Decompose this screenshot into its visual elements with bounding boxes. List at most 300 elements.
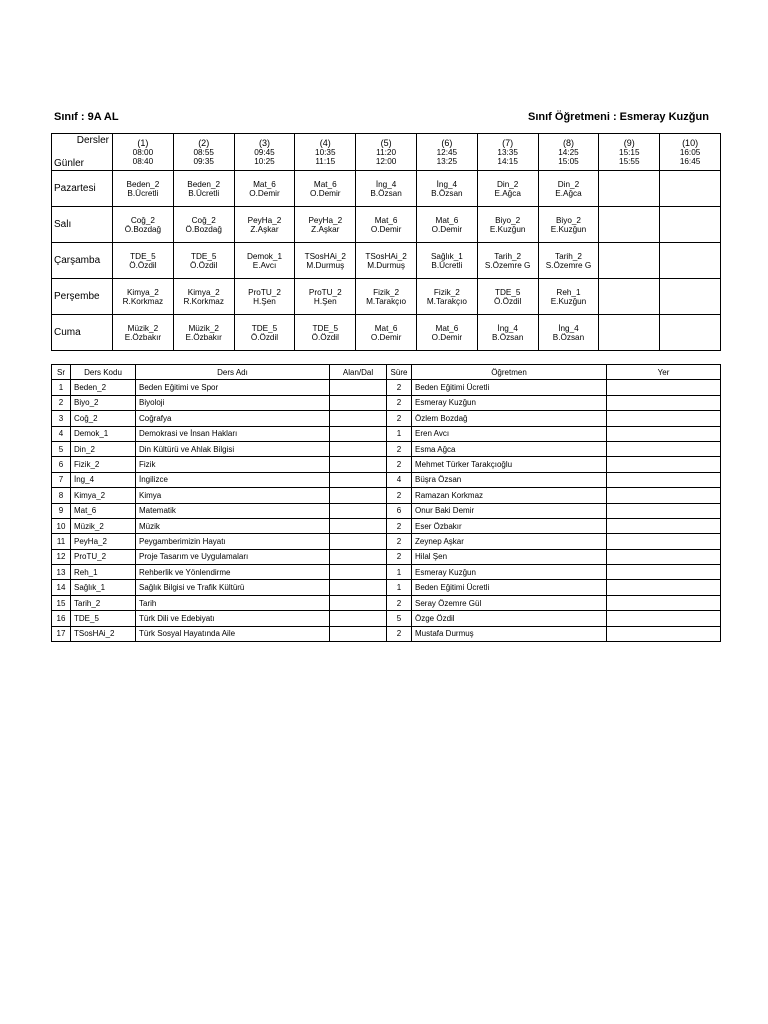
col-course-code-cell: Sağlık_1 <box>71 580 136 595</box>
col-duration-cell: 2 <box>387 549 412 564</box>
period-number: (7) <box>502 137 514 148</box>
col-course-name-cell: Müzik <box>136 518 330 533</box>
lesson-course-code: Kimya_2 <box>126 287 159 297</box>
table-row <box>52 411 721 426</box>
col-field-cell <box>330 503 387 518</box>
col-teacher-cell: Eren Avcı <box>412 426 607 441</box>
period-end-time: 14:15 <box>497 156 518 166</box>
lesson-cell <box>416 243 477 279</box>
lesson-cell <box>416 171 477 207</box>
period-start-time: 13:35 <box>497 147 518 157</box>
corner-days-label: Günler <box>54 158 85 169</box>
class-title: Sınıf : 9A AL <box>54 111 119 123</box>
lesson-teacher: E.Özbakır <box>185 332 222 342</box>
period-header <box>538 134 599 171</box>
lesson-teacher: B.Ücretli <box>431 260 463 270</box>
schedule-header-row <box>52 134 721 171</box>
lesson-teacher: O.Demir <box>249 188 280 198</box>
col-duration-cell: 2 <box>387 380 412 395</box>
lesson-teacher: E.Ağca <box>555 188 582 198</box>
col-course-name-cell: Tarih <box>136 595 330 610</box>
col-course-code-cell: TSosHAi_2 <box>71 626 136 641</box>
lesson-cell <box>295 315 356 351</box>
col-teacher-cell: Zeynep Aşkar <box>412 534 607 549</box>
lesson-course-code: Müzik_2 <box>127 323 159 333</box>
period-header <box>234 134 295 171</box>
col-course-code-cell: Demok_1 <box>71 426 136 441</box>
col-course-name-cell: Rehberlik ve Yönlendirme <box>136 565 330 580</box>
col-teacher-cell: Onur Baki Demir <box>412 503 607 518</box>
col-sr-cell: 8 <box>52 488 71 503</box>
period-header <box>660 134 721 171</box>
lesson-teacher: B.Özsan <box>431 188 463 198</box>
day-name: Perşembe <box>52 279 113 315</box>
lesson-cell <box>477 207 538 243</box>
col-course-code-cell: Fizik_2 <box>71 457 136 472</box>
table-row <box>52 472 721 487</box>
lesson-teacher: M.Tarakçıo <box>366 296 407 306</box>
col-sr-cell: 7 <box>52 472 71 487</box>
col-sr-cell: 10 <box>52 518 71 533</box>
lesson-cell <box>173 279 234 315</box>
col-course-name-cell: Türk Dili ve Edebiyatı <box>136 611 330 626</box>
col-field-cell <box>330 426 387 441</box>
corner-lessons-label: Dersler <box>76 135 109 146</box>
col-teacher-cell: Beden Eğitimi Ücretli <box>412 380 607 395</box>
col-field-cell <box>330 580 387 595</box>
table-row <box>52 488 721 503</box>
col-course-code-cell: PeyHa_2 <box>71 534 136 549</box>
col-course-name-cell: İngilizce <box>136 472 330 487</box>
col-course-code-cell: İng_4 <box>71 472 136 487</box>
period-end-time: 15:55 <box>619 156 640 166</box>
col-duration-cell: 2 <box>387 457 412 472</box>
lesson-course-code: Tarih_2 <box>494 251 522 261</box>
lesson-teacher: Ö.Özdil <box>311 332 339 342</box>
lesson-cell <box>599 171 660 207</box>
col-course-name-cell: Biyoloji <box>136 395 330 410</box>
period-header <box>113 134 174 171</box>
col-location-cell <box>607 565 721 580</box>
col-field-cell <box>330 457 387 472</box>
col-field-cell <box>330 534 387 549</box>
col-location-cell <box>607 380 721 395</box>
col-duration-cell: 1 <box>387 580 412 595</box>
lesson-course-code: Din_2 <box>496 179 519 189</box>
col-teacher-cell: Esma Ağca <box>412 441 607 456</box>
col-course-code-cell: Coğ_2 <box>71 411 136 426</box>
col-sr-cell: 15 <box>52 595 71 610</box>
period-number: (2) <box>198 137 210 148</box>
period-number: (5) <box>380 137 392 148</box>
col-location-cell <box>607 580 721 595</box>
lesson-teacher: M.Durmuş <box>367 260 405 270</box>
col-sr-cell: 2 <box>52 395 71 410</box>
lesson-cell <box>599 207 660 243</box>
period-header <box>356 134 417 171</box>
period-header <box>295 134 356 171</box>
col-sr-cell: 16 <box>52 611 71 626</box>
lesson-teacher: O.Demir <box>431 224 463 234</box>
table-row <box>52 380 721 395</box>
lesson-cell <box>477 243 538 279</box>
col-location-cell <box>607 549 721 564</box>
period-number: (10) <box>682 137 699 148</box>
lesson-teacher: B.Özsan <box>370 188 402 198</box>
lesson-course-code: Fizik_2 <box>433 287 460 297</box>
col-teacher-cell: Özge Özdil <box>412 611 607 626</box>
lesson-course-code: TDE_5 <box>312 323 339 333</box>
lesson-teacher: E.Özbakır <box>124 332 162 342</box>
col-teacher-cell: Esmeray Kuzğun <box>412 565 607 580</box>
lesson-course-code: Mat_6 <box>374 215 398 225</box>
col-duration-cell: 2 <box>387 595 412 610</box>
col-location-cell <box>607 534 721 549</box>
col-location-cell <box>607 626 721 641</box>
class-teacher-title: Sınıf Öğretmeni : Esmeray Kuzğun <box>528 111 709 123</box>
col-duration-cell: 2 <box>387 534 412 549</box>
lesson-course-code: Fizik_2 <box>373 287 400 297</box>
col-course-code-cell: TDE_5 <box>71 611 136 626</box>
lesson-cell <box>113 243 174 279</box>
lesson-cell <box>356 207 417 243</box>
lesson-course-code: Mat_6 <box>435 215 459 225</box>
table-row <box>52 626 721 641</box>
col-duration-cell: 2 <box>387 626 412 641</box>
col-sr-cell: 13 <box>52 565 71 580</box>
lesson-cell <box>113 279 174 315</box>
col-duration-cell: 2 <box>387 411 412 426</box>
lesson-cell <box>173 315 234 351</box>
table-row <box>52 503 721 518</box>
col-teacher-cell: Hilal Şen <box>412 549 607 564</box>
lesson-course-code: ProTU_2 <box>248 287 281 297</box>
lesson-cell <box>356 171 417 207</box>
table-row <box>52 457 721 472</box>
lesson-teacher: E.Kuzğun <box>489 224 526 234</box>
course-list-header-row <box>52 365 721 380</box>
lesson-cell <box>599 243 660 279</box>
lesson-cell <box>234 279 295 315</box>
lesson-teacher: E.Avcı <box>252 260 277 270</box>
lesson-teacher: Ö.Özdil <box>494 296 522 306</box>
col-field-cell <box>330 395 387 410</box>
col-field-cell <box>330 549 387 564</box>
lesson-cell <box>113 171 174 207</box>
period-end-time: 08:40 <box>132 156 154 166</box>
lesson-cell <box>234 207 295 243</box>
col-field-cell <box>330 380 387 395</box>
period-end-time: 12:00 <box>375 156 397 166</box>
col-course-name-cell: Din Kültürü ve Ahlak Bilgisi <box>136 441 330 456</box>
lesson-cell <box>477 171 538 207</box>
col-course-code-cell: Kimya_2 <box>71 488 136 503</box>
col-location-cell <box>607 472 721 487</box>
col-course-name-cell: Demokrasi ve İnsan Hakları <box>136 426 330 441</box>
lesson-course-code: İng_4 <box>375 179 397 189</box>
lesson-course-code: Mat_6 <box>435 323 459 333</box>
lesson-course-code: TDE_5 <box>190 251 217 261</box>
lesson-teacher: Z.Aşkar <box>311 224 340 234</box>
col-course-name-cell: Kimya <box>136 488 330 503</box>
lesson-cell <box>295 279 356 315</box>
period-header <box>599 134 660 171</box>
col-duration-cell: 2 <box>387 395 412 410</box>
lesson-course-code: TDE_5 <box>130 251 156 261</box>
lesson-teacher: E.Kuzğun <box>550 224 587 234</box>
lesson-course-code: TDE_5 <box>494 287 521 297</box>
col-field-cell <box>330 472 387 487</box>
lesson-course-code: Tarih_2 <box>555 251 582 261</box>
lesson-course-code: TDE_5 <box>251 323 278 333</box>
lesson-cell <box>295 243 356 279</box>
col-field-cell <box>330 488 387 503</box>
lesson-teacher: E.Kuzğun <box>550 296 587 306</box>
col-location-cell <box>607 488 721 503</box>
lesson-cell <box>356 315 417 351</box>
col-sr-cell: 5 <box>52 441 71 456</box>
col-sr-cell: 3 <box>52 411 71 426</box>
period-end-time: 11:15 <box>315 156 336 166</box>
col-course-name-cell: Türk Sosyal Hayatında Aile <box>136 626 330 641</box>
col-location-cell <box>607 426 721 441</box>
lesson-cell <box>416 207 477 243</box>
lesson-cell <box>660 315 721 351</box>
table-row <box>52 441 721 456</box>
period-header <box>173 134 234 171</box>
lesson-teacher: Ö.Bozdağ <box>124 224 162 234</box>
lesson-cell <box>538 207 599 243</box>
col-teacher-cell: Mehmet Türker Tarakçıoğlu <box>412 457 607 472</box>
col-sr-header: Sr <box>52 365 71 380</box>
lesson-course-code: Biyo_2 <box>555 215 581 225</box>
period-number: (3) <box>258 137 270 148</box>
period-header <box>477 134 538 171</box>
lesson-course-code: Coğ_2 <box>130 215 155 225</box>
table-row <box>52 518 721 533</box>
col-location-header: Yer <box>607 365 721 380</box>
col-course-name-header: Ders Adı <box>136 365 330 380</box>
period-number: (4) <box>319 137 331 148</box>
period-start-time: 11:20 <box>376 147 397 157</box>
table-row <box>52 595 721 610</box>
lesson-course-code: Coğ_2 <box>191 215 216 225</box>
schedule-day-row <box>52 315 721 351</box>
lesson-teacher: R.Korkmaz <box>122 296 164 306</box>
col-course-code-cell: Mat_6 <box>71 503 136 518</box>
period-start-time: 08:00 <box>132 147 154 157</box>
col-location-cell <box>607 441 721 456</box>
lesson-course-code: İng_4 <box>497 323 518 333</box>
lesson-course-code: Müzik_2 <box>188 323 219 333</box>
lesson-teacher: S.Özemre G <box>545 260 592 270</box>
lesson-teacher: B.Özsan <box>552 332 585 342</box>
lesson-course-code: İng_4 <box>558 323 579 333</box>
col-course-code-cell: ProTU_2 <box>71 549 136 564</box>
lesson-teacher: S.Özemre G <box>484 260 531 270</box>
lesson-teacher: O.Demir <box>370 224 402 234</box>
col-sr-cell: 6 <box>52 457 71 472</box>
lesson-course-code: Mat_6 <box>313 179 337 189</box>
col-teacher-cell: Büşra Özsan <box>412 472 607 487</box>
period-number: (6) <box>441 137 453 148</box>
col-teacher-header: Öğretmen <box>412 365 607 380</box>
lesson-course-code: Din_2 <box>557 179 580 189</box>
table-row <box>52 549 721 564</box>
lesson-course-code: Demok_1 <box>246 251 283 261</box>
col-course-code-header: Ders Kodu <box>71 365 136 380</box>
col-course-name-cell: Sağlık Bilgisi ve Trafik Kültürü <box>136 580 330 595</box>
lesson-cell <box>477 315 538 351</box>
col-location-cell <box>607 503 721 518</box>
lesson-cell <box>295 171 356 207</box>
col-course-code-cell: Biyo_2 <box>71 395 136 410</box>
lesson-cell <box>234 315 295 351</box>
lesson-teacher: O.Demir <box>310 188 341 198</box>
col-field-cell <box>330 595 387 610</box>
col-field-cell <box>330 441 387 456</box>
lesson-teacher: B.Ücretli <box>127 188 159 198</box>
col-duration-cell: 1 <box>387 565 412 580</box>
col-teacher-cell: Ramazan Korkmaz <box>412 488 607 503</box>
table-row <box>52 395 721 410</box>
col-duration-cell: 4 <box>387 472 412 487</box>
period-end-time: 09:35 <box>193 156 214 166</box>
table-row <box>52 565 721 580</box>
lesson-teacher: B.Ücretli <box>188 188 220 198</box>
col-field-cell <box>330 518 387 533</box>
col-field-cell <box>330 411 387 426</box>
schedule-day-row <box>52 279 721 315</box>
lesson-cell <box>538 279 599 315</box>
col-location-cell <box>607 611 721 626</box>
col-field-cell <box>330 611 387 626</box>
day-name: Cuma <box>52 315 113 351</box>
col-course-name-cell: Peygamberimizin Hayatı <box>136 534 330 549</box>
schedule-day-row <box>52 243 721 279</box>
lesson-course-code: PeyHa_2 <box>247 215 282 225</box>
lesson-course-code: Reh_1 <box>556 287 581 297</box>
lesson-cell <box>356 279 417 315</box>
schedule-corner-cell <box>52 134 113 171</box>
lesson-course-code: İng_4 <box>436 179 458 189</box>
col-duration-cell: 1 <box>387 426 412 441</box>
lesson-cell <box>173 243 234 279</box>
period-start-time: 09:45 <box>254 147 275 157</box>
lesson-cell <box>538 243 599 279</box>
col-sr-cell: 1 <box>52 380 71 395</box>
table-row <box>52 426 721 441</box>
lesson-cell <box>113 207 174 243</box>
period-number: (8) <box>562 137 574 148</box>
lesson-teacher: Z.Aşkar <box>250 224 279 234</box>
weekly-schedule-table <box>51 133 721 351</box>
lesson-cell <box>173 171 234 207</box>
period-start-time: 14:25 <box>558 147 579 157</box>
lesson-teacher: E.Ağca <box>494 188 521 198</box>
period-start-time: 10:35 <box>315 147 336 157</box>
period-end-time: 10:25 <box>254 156 275 166</box>
col-teacher-cell: Seray Özemre Gül <box>412 595 607 610</box>
col-duration-cell: 2 <box>387 518 412 533</box>
col-location-cell <box>607 595 721 610</box>
lesson-course-code: PeyHa_2 <box>308 215 343 225</box>
col-location-cell <box>607 457 721 472</box>
col-location-cell <box>607 411 721 426</box>
lesson-teacher: Ö.Özdil <box>250 332 279 342</box>
course-list-table <box>51 364 721 642</box>
col-sr-cell: 9 <box>52 503 71 518</box>
col-course-code-cell: Reh_1 <box>71 565 136 580</box>
lesson-course-code: Biyo_2 <box>495 215 521 225</box>
col-field-header: Alan/Dal <box>330 365 387 380</box>
lesson-course-code: ProTU_2 <box>308 287 342 297</box>
col-location-cell <box>607 395 721 410</box>
col-duration-cell: 2 <box>387 441 412 456</box>
col-teacher-cell: Beden Eğitimi Ücretli <box>412 580 607 595</box>
lesson-course-code: Mat_6 <box>253 179 276 189</box>
col-sr-cell: 12 <box>52 549 71 564</box>
period-end-time: 16:45 <box>679 156 701 166</box>
lesson-teacher: R.Korkmaz <box>183 296 224 306</box>
lesson-cell <box>538 315 599 351</box>
col-sr-cell: 11 <box>52 534 71 549</box>
col-course-name-cell: Beden Eğitimi ve Spor <box>136 380 330 395</box>
lesson-teacher: H.Şen <box>253 296 276 306</box>
lesson-course-code: Sağlık_1 <box>430 251 463 261</box>
col-teacher-cell: Eser Özbakır <box>412 518 607 533</box>
lesson-teacher: O.Demir <box>431 332 463 342</box>
col-course-name-cell: Proje Tasarım ve Uygulamaları <box>136 549 330 564</box>
lesson-teacher: H.Şen <box>313 296 337 306</box>
lesson-cell <box>660 279 721 315</box>
table-row <box>52 611 721 626</box>
lesson-cell <box>538 171 599 207</box>
col-sr-cell: 14 <box>52 580 71 595</box>
lesson-teacher: M.Tarakçıo <box>426 296 467 306</box>
lesson-teacher: O.Demir <box>370 332 402 342</box>
col-course-code-cell: Müzik_2 <box>71 518 136 533</box>
lesson-cell <box>234 171 295 207</box>
period-number: (9) <box>623 137 635 148</box>
lesson-cell <box>599 279 660 315</box>
col-teacher-cell: Mustafa Durmuş <box>412 626 607 641</box>
day-name: Salı <box>52 207 113 243</box>
lesson-cell <box>660 243 721 279</box>
lesson-course-code: TSosHAi_2 <box>304 251 346 261</box>
lesson-course-code: Mat_6 <box>374 323 398 333</box>
lesson-course-code: Beden_2 <box>126 179 160 189</box>
period-end-time: 13:25 <box>436 156 458 166</box>
period-start-time: 12:45 <box>436 147 458 157</box>
col-teacher-cell: Esmeray Kuzğun <box>412 395 607 410</box>
day-name: Pazartesi <box>52 171 113 207</box>
col-duration-cell: 5 <box>387 611 412 626</box>
lesson-course-code: Kimya_2 <box>187 287 220 297</box>
lesson-cell <box>477 279 538 315</box>
col-field-cell <box>330 626 387 641</box>
lesson-cell <box>416 315 477 351</box>
col-course-name-cell: Fizik <box>136 457 330 472</box>
period-start-time: 16:05 <box>679 147 701 157</box>
lesson-teacher: B.Özsan <box>491 332 524 342</box>
lesson-course-code: Beden_2 <box>187 179 221 189</box>
lesson-cell <box>295 207 356 243</box>
period-start-time: 08:55 <box>193 147 214 157</box>
col-course-code-cell: Din_2 <box>71 441 136 456</box>
col-course-code-cell: Tarih_2 <box>71 595 136 610</box>
schedule-day-row <box>52 207 721 243</box>
